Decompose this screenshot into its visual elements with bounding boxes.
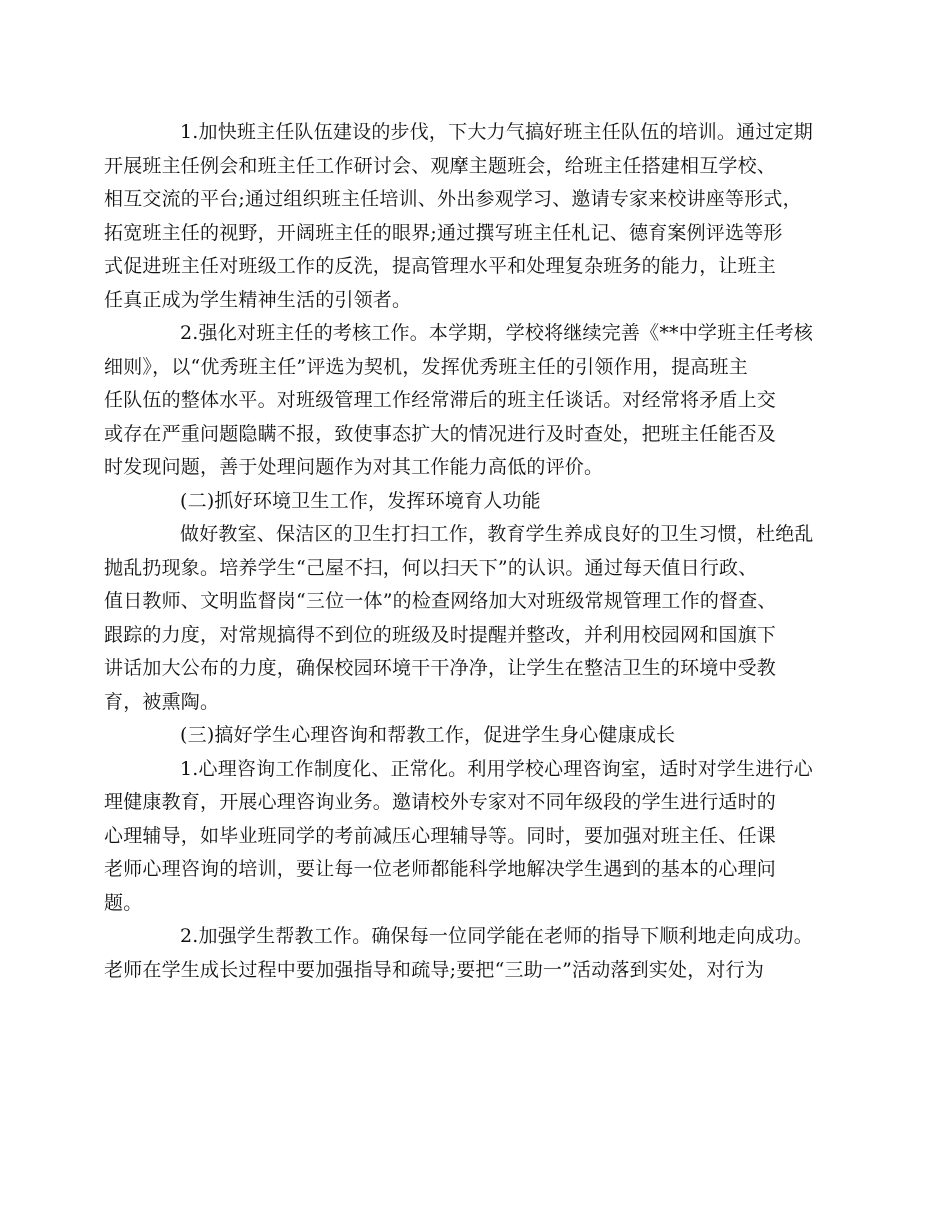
text-line: 任真正成为学生精神生活的引领者。 <box>104 288 412 311</box>
text-line: 跟踪的力度，对常规搞得不到位的班级及时提醒并整改，并利用校园网和国旗下 <box>104 623 777 646</box>
text-line: 1.加快班主任队伍建设的步伐，下大力气搞好班主任队伍的培训。通过定期 <box>180 121 813 143</box>
text-line: 式促进班主任对班级工作的反洗，提高管理水平和处理复杂班务的能力，让班主 <box>104 255 777 277</box>
text-line: 讲话加大公布的力度，确保校园环境干干净净，让学生在整洁卫生的环境中受教 <box>104 657 777 679</box>
document-body <box>104 116 814 987</box>
paragraph <box>142 719 814 753</box>
text-line: 2.强化对班主任的考核工作。本学期，学校将继续完善《**中学班主任考核 <box>180 322 814 344</box>
text-line: 或存在严重问题隐瞒不报，致使事态扩大的情况进行及时查处，把班主任能否及 <box>104 422 777 445</box>
paragraph <box>104 753 814 921</box>
text-line: 拓宽班主任的视野，开阔班主任的眼界;通过撰写班主任札记、德育案例评选等形 <box>104 221 783 244</box>
text-line: (三)搞好学生心理咨询和帮教工作，促进学生身心健康成长 <box>180 724 676 746</box>
text-line: 理健康教育，开展心理咨询业务。邀请校外专家对不同年级段的学生进行适时的 <box>104 791 777 813</box>
text-line: 心理辅导，如毕业班同学的考前减压心理辅导等。同时，要加强对班主任、任课 <box>104 824 777 847</box>
text-line: 值日教师、文明监督岗“三位一体”的检查网络加大对班级常规管理工作的督查、 <box>104 590 777 612</box>
text-line: 任队伍的整体水平。对班级管理工作经常滞后的班主任谈话。对经常将矛盾上交 <box>104 389 777 411</box>
text-line: 老师在学生成长过程中要加强指导和疏导;要把“三助一”活动落到实处，对行为 <box>104 958 765 981</box>
text-line: 开展班主任例会和班主任工作研讨会、观摩主题班会，给班主任搭建相互学校、 <box>104 154 777 177</box>
paragraph <box>104 920 814 987</box>
paragraph <box>104 518 814 719</box>
text-line: 时发现问题，善于处理问题作为对其工作能力高低的评价。 <box>104 456 604 478</box>
text-line: 育，被熏陶。 <box>104 690 220 713</box>
text-line: 2.加强学生帮教工作。确保每一位同学能在老师的指导下顺利地走向成功。 <box>180 925 813 947</box>
text-line: 细则》，以“优秀班主任”评选为契机，发挥优秀班主任的引领作用，提高班主 <box>104 355 748 378</box>
text-line: 1.心理咨询工作制度化、正常化。利用学校心理咨询室，适时对学生进行心 <box>180 757 813 780</box>
text-line: 相互交流的平台;通过组织班主任培训、外出参观学习、邀请专家来校讲座等形式， <box>104 188 802 210</box>
paragraph <box>104 116 814 317</box>
text-line: (二)抓好环境卫生工作，发挥环境育人功能 <box>180 489 541 512</box>
text-line: 题。 <box>104 891 143 914</box>
text-line: 做好教室、保洁区的卫生打扫工作，教育学生养成良好的卫生习惯，杜绝乱 <box>180 523 814 545</box>
paragraph <box>104 317 814 485</box>
paragraph <box>142 485 814 519</box>
text-line: 老师心理咨询的培训，要让每一位老师都能科学地解决学生遇到的基本的心理问 <box>104 858 777 880</box>
text-line: 抛乱扔现象。培养学生“己屋不扫，何以扫天下”的认识。通过每天值日行政、 <box>104 556 758 579</box>
